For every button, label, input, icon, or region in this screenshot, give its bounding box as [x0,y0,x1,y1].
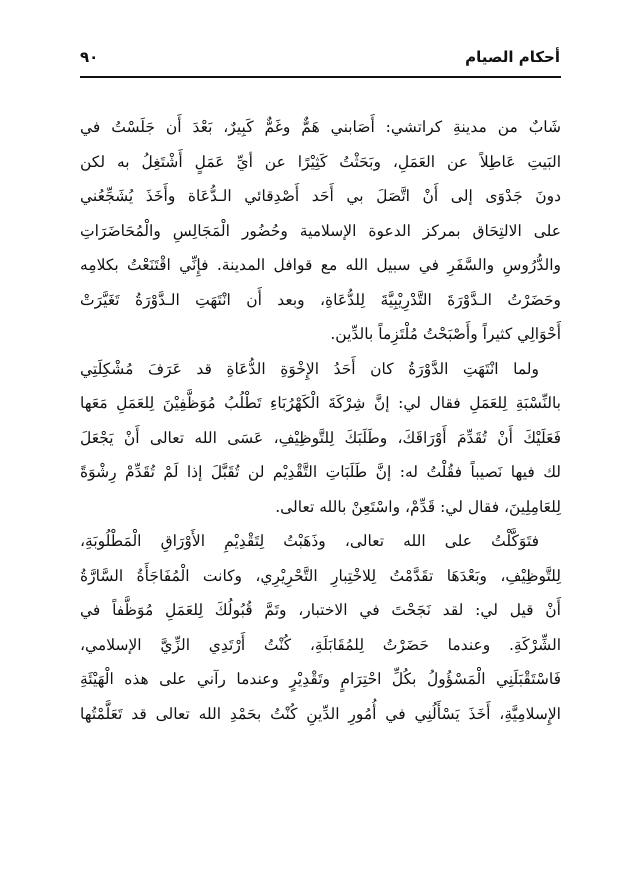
text-line: دونَ جَدْوَى إلى أَنْ اتَّصَلَ بي أَحَد أَصْدِقائي الـدُّعَاة وأَخَذَ يُشَجِّعُني [80,187,561,205]
text-line: لِلعَامِلِينَ، فقال لي: قَدِّمْ، واسْتَعِنْ بالله تعالى. [275,497,561,516]
text-line: أَنْ قيل لي: لقد نَجَحْتَ في الاختبار، وتَمَّ قُبُولُكَ لِلعَمَلِ مُوَظَّفاً في [80,601,561,619]
text-line: أَحْوَالِي كثيراً وأَصْبَحْتُ مُلْتَزِماً بالدِّين. [330,325,561,343]
text-line: على الالتِحَاق بمركز الدعوة الإسلامية وحُضُور الْمَجَالِسِ والْمُحَاضَرَاتِ [80,221,561,240]
header-divider [80,76,561,78]
page-number: ٩٠ [80,48,99,66]
book-title: أحكام الصيام [465,48,560,66]
text-line: وحَضَرْتُ الـدَّوْرَةَ التَّدْرِيْبِيَّةَ لِلدُّعَاةِ، وبعد أَن انْتَهَتِ الـدَّوْرَةُ تَغَيَّرَتْ [80,290,561,309]
text-line: والدُّرُوسِ والسَّفَرِ في سبيل الله مع قوافل المدينة. فإِنِّي اقْتَنَعْتُ بكلامِه [80,256,561,274]
text-line: لِلتَّوظِيْفِ، وبَعْدَهَا تقَدَّمْتُ لِلاخْتِبارِ التَّحْرِيْرِي، وكانت الْمُفَاجَأَةُ السَّارَّةُ [80,566,561,585]
text-line: الإِسلامِيَّةِ، أَخَذَ يَسْأَلُنِي في أُمُورِ الدِّينِ كُنْتُ بحَمْدِ الله تعالى قد تَعَلَّمْتُها [80,704,561,723]
text-line: ولما انْتَهَتِ الدَّوْرَةُ كان أَحَدُ الإِخْوَةِ الدُّعَاةِ قد عَرَفَ مُشْكِلَتِي [80,359,539,378]
text-line: البَيتِ عَاطِلاً عن العَمَلِ، وبَحَثْتُ كَثِيْرًا عن أيِّ عَمَلٍ أَشْتَغِلُ به لكن [80,152,561,171]
body-text [80,110,561,731]
text-line: بالنِّسْبَةِ لِلعَمَلِ فقال لي: إنَّ شِرْكَةَ الْكَهْرُبَاءِ تَطْلُبُ مُوَظَّفِيْنَ لِلعَمَلِ مَعَها [80,394,561,412]
text-line: فَعَلَيْكَ أَنْ تُقَدِّمَ أَوْرَاقَكَ، وطَلَبَكَ لِلتَّوظِيْفِ، عَسَى الله تعالى أَنْ يَجْعَلَ [80,428,561,447]
text-line: لك فيها نَصيباً فقُلْتُ له: إنَّ طَلَبَاتِ التَّقْدِيْم لن تُقَبَّلَ إذا لَمْ تُقَدِّمْ رِشْوَةً [80,463,561,481]
text-line: فتَوَكَّلْتُ على الله تعالى، وذَهَبْتُ لِتَقْدِيْمِ الأَوْرَاقِ الْمَطْلُوبَةِ، [80,532,539,550]
running-header [80,48,560,74]
text-line: الشِّرْكَةِ. وعندما حَضَرْتُ لِلمُقَابَلَةِ، كُنْتُ أَرْتَدِي الزِّيَّ الإسلامي، [80,635,561,654]
text-line: فَاسْتَقْبَلَنِي الْمَسْؤُولُ بكُلِّ احْتِرَامٍ وتَقْدِيْرٍ وعندما رآني على هذه الْهَيْئَةِ [80,670,561,688]
text-line: شَابٌ من مدينةِ كراتشي: أَصَابني هَمٌّ وغَمٌّ كَبِيرٌ، بَعْدَ أَن جَلَسْتُ في [80,118,561,136]
